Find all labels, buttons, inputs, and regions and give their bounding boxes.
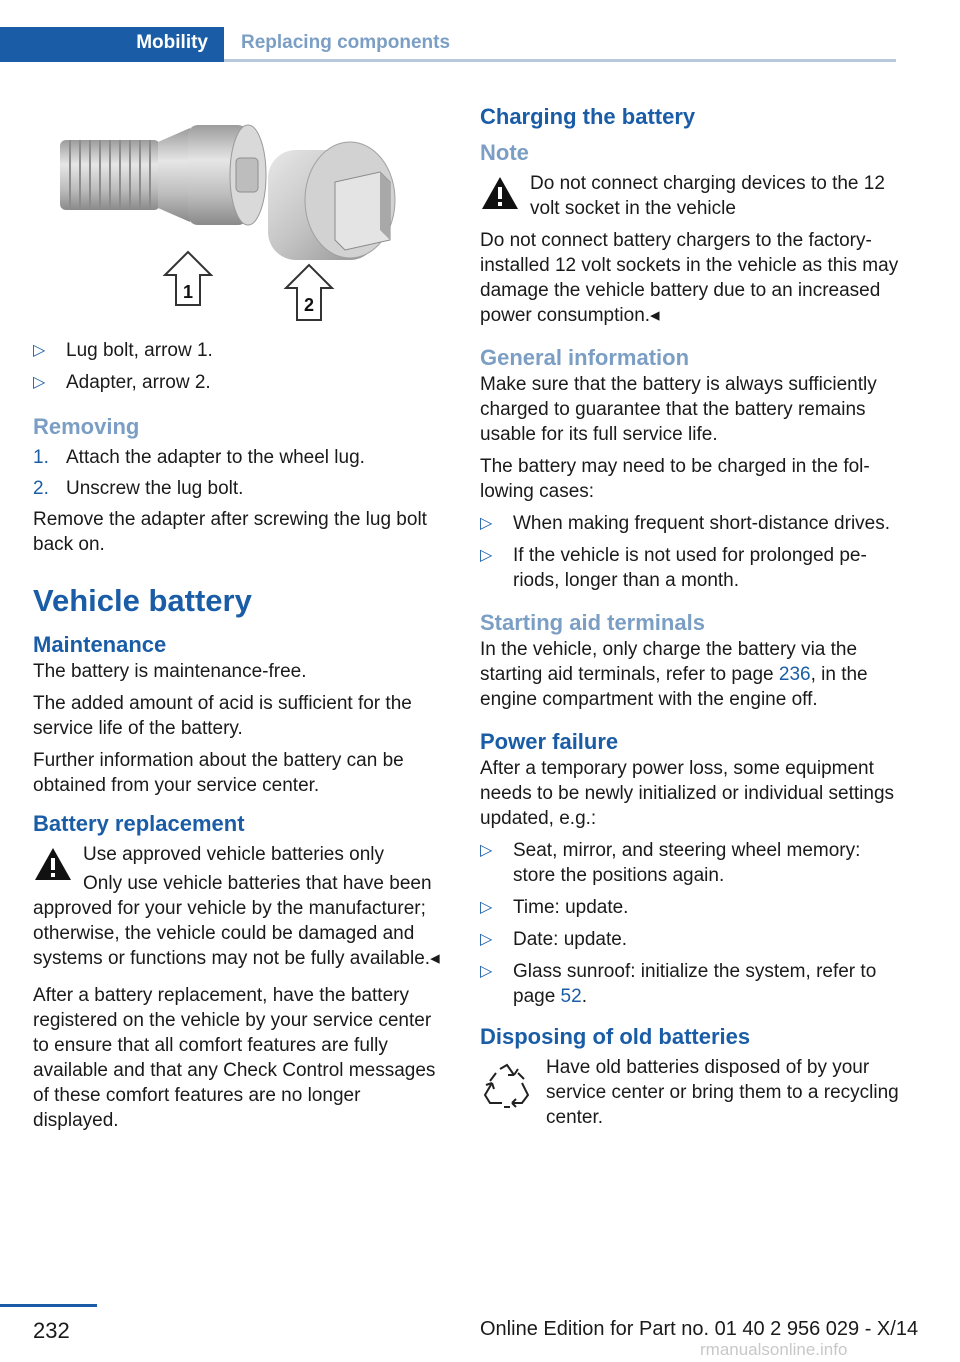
list-item-text: Time: update. [513, 897, 629, 918]
disposing-text: Have old batteries disposed of by your service center or bring them to a recycling center. [546, 1057, 899, 1128]
lug-bolt-adapter-illustration [50, 120, 440, 330]
step-number: 1. [33, 447, 49, 468]
list-item-text: Seat, mirror, and steering wheel memory: store the positions again. [513, 840, 861, 886]
list-item-text: Adapter, arrow 2. [66, 372, 211, 393]
list-item-text: Date: update. [513, 929, 628, 950]
power-failure-bullets [480, 838, 900, 1009]
disposing-heading: Disposing of old batteries [480, 1024, 751, 1049]
general-p1: Make sure that the battery is always sufficiently charged to guarantee that the battery remains usable for its full service life. [480, 374, 877, 445]
maintenance-heading: Maintenance [33, 632, 167, 657]
note-text: Do not connect battery chargers to the factory-installed 12 volt sockets in the vehicle as this may damage the vehicle battery due to an increased power consumption.◂ [480, 230, 899, 326]
list-item [33, 445, 448, 470]
maintenance-p1: The battery is maintenance-free. [33, 661, 307, 682]
tab-replacing-components[interactable]: Replacing components [241, 32, 451, 53]
list-item [33, 476, 448, 501]
charging-heading: Charging the battery [480, 104, 696, 129]
maintenance-p3: Further information about the battery can be obtained from your service center. [33, 750, 404, 796]
list-item-text: If the vehicle is not used for prolonged periods, longer than a month. [513, 545, 867, 591]
triangle-bullet-icon: ▷ [480, 931, 493, 948]
note-warning: Do not connect charging devices to the 12 volt socket in the vehicle [530, 173, 885, 219]
figure-legend [33, 338, 448, 395]
warning-text: Only use vehicle batteries that have been approved for your vehicle by the manufacturer; otherwise, the vehicle could be damaged and systems or functions may not be fully available.◂ [33, 873, 440, 969]
step-text: Attach the adapter to the wheel lug. [66, 447, 365, 468]
removing-note: Remove the adapter after screwing the lug bolt back on. [33, 509, 427, 555]
bolt-lug-pattern [236, 158, 258, 192]
list-item [480, 543, 900, 593]
step-number: 2. [33, 478, 49, 499]
list-item [33, 370, 448, 395]
warning-title: Use approved vehicle batteries only [83, 844, 385, 865]
arrow-2-label: 2 [303, 295, 315, 315]
list-item [480, 959, 900, 1009]
removing-steps [33, 445, 448, 501]
general-info-heading: General information [480, 345, 690, 370]
list-item [33, 338, 448, 363]
triangle-bullet-icon: ▷ [480, 842, 493, 859]
note-heading: Note [480, 140, 529, 165]
triangle-bullet-icon: ▷ [480, 899, 493, 916]
list-item-text: Glass sunroof: initialize the system, refer to page [513, 961, 877, 1007]
replacement-paragraph: After a battery replacement, have the battery registered on the vehicle by your service center to ensure that all comfort features are fully available and that any Check Control messages of these comfort features are no longer displayed. [33, 985, 436, 1131]
starting-aid-text-post: , in the engine compartment with the engine off. [480, 664, 868, 710]
triangle-bullet-icon: ▷ [33, 374, 46, 391]
list-item [480, 895, 900, 920]
starting-aid-text [480, 637, 900, 712]
power-failure-heading: Power failure [480, 729, 619, 754]
header-divider [224, 59, 896, 62]
battery-replacement-heading: Battery replacement [33, 811, 245, 836]
adapter-drive-side [380, 172, 390, 240]
list-item [480, 838, 900, 888]
right-column [480, 95, 900, 1137]
page-header [0, 0, 960, 62]
starting-aid-heading: Starting aid terminals [480, 610, 705, 635]
starting-aid-text-pre: In the vehicle, only charge the battery via the starting aid terminals, refer to page [480, 639, 858, 685]
edition-text: Online Edition for Part no. 01 40 2 956 029 - X/14 [480, 1318, 919, 1340]
recycle-icon [482, 1063, 532, 1111]
page-number: 232 [33, 1318, 70, 1343]
arrow-1-label: 1 [182, 282, 194, 302]
triangle-bullet-icon: ▷ [480, 515, 493, 532]
list-item [480, 927, 900, 952]
watermark: rmanualsonline.info [700, 1340, 848, 1359]
warning-block [480, 171, 900, 221]
general-bullets [480, 511, 900, 593]
triangle-bullet-icon: ▷ [480, 963, 493, 980]
bolt-cone [158, 128, 190, 222]
general-p2: The battery may need to be charged in the following cases: [480, 456, 870, 502]
list-item-text: When making frequent short-distance drives. [513, 513, 891, 534]
list-item-text-end: . [581, 986, 587, 1007]
page-link-52[interactable]: 52 [560, 986, 582, 1007]
left-column [33, 338, 448, 1140]
tab-mobility[interactable]: Mobility [0, 27, 224, 62]
removing-heading: Removing [33, 414, 140, 439]
warning-triangle-icon [33, 846, 73, 882]
step-text: Unscrew the lug bolt. [66, 478, 244, 499]
list-item-text: Lug bolt, arrow 1. [66, 340, 213, 361]
recycling-block [480, 1055, 900, 1130]
power-failure-text: After a temporary power loss, some equipment needs to be newly initialized or individual settings updated, e.g.: [480, 758, 895, 829]
triangle-bullet-icon: ▷ [33, 342, 46, 359]
footer-divider [0, 1304, 97, 1307]
warning-triangle-icon [480, 175, 520, 211]
vehicle-battery-heading: Vehicle battery [33, 583, 252, 618]
warning-block [33, 842, 448, 971]
triangle-bullet-icon: ▷ [480, 547, 493, 564]
list-item [480, 511, 900, 536]
maintenance-p2: The added amount of acid is sufficient for the service life of the battery. [33, 693, 412, 739]
page-link-236[interactable]: 236 [778, 664, 811, 685]
